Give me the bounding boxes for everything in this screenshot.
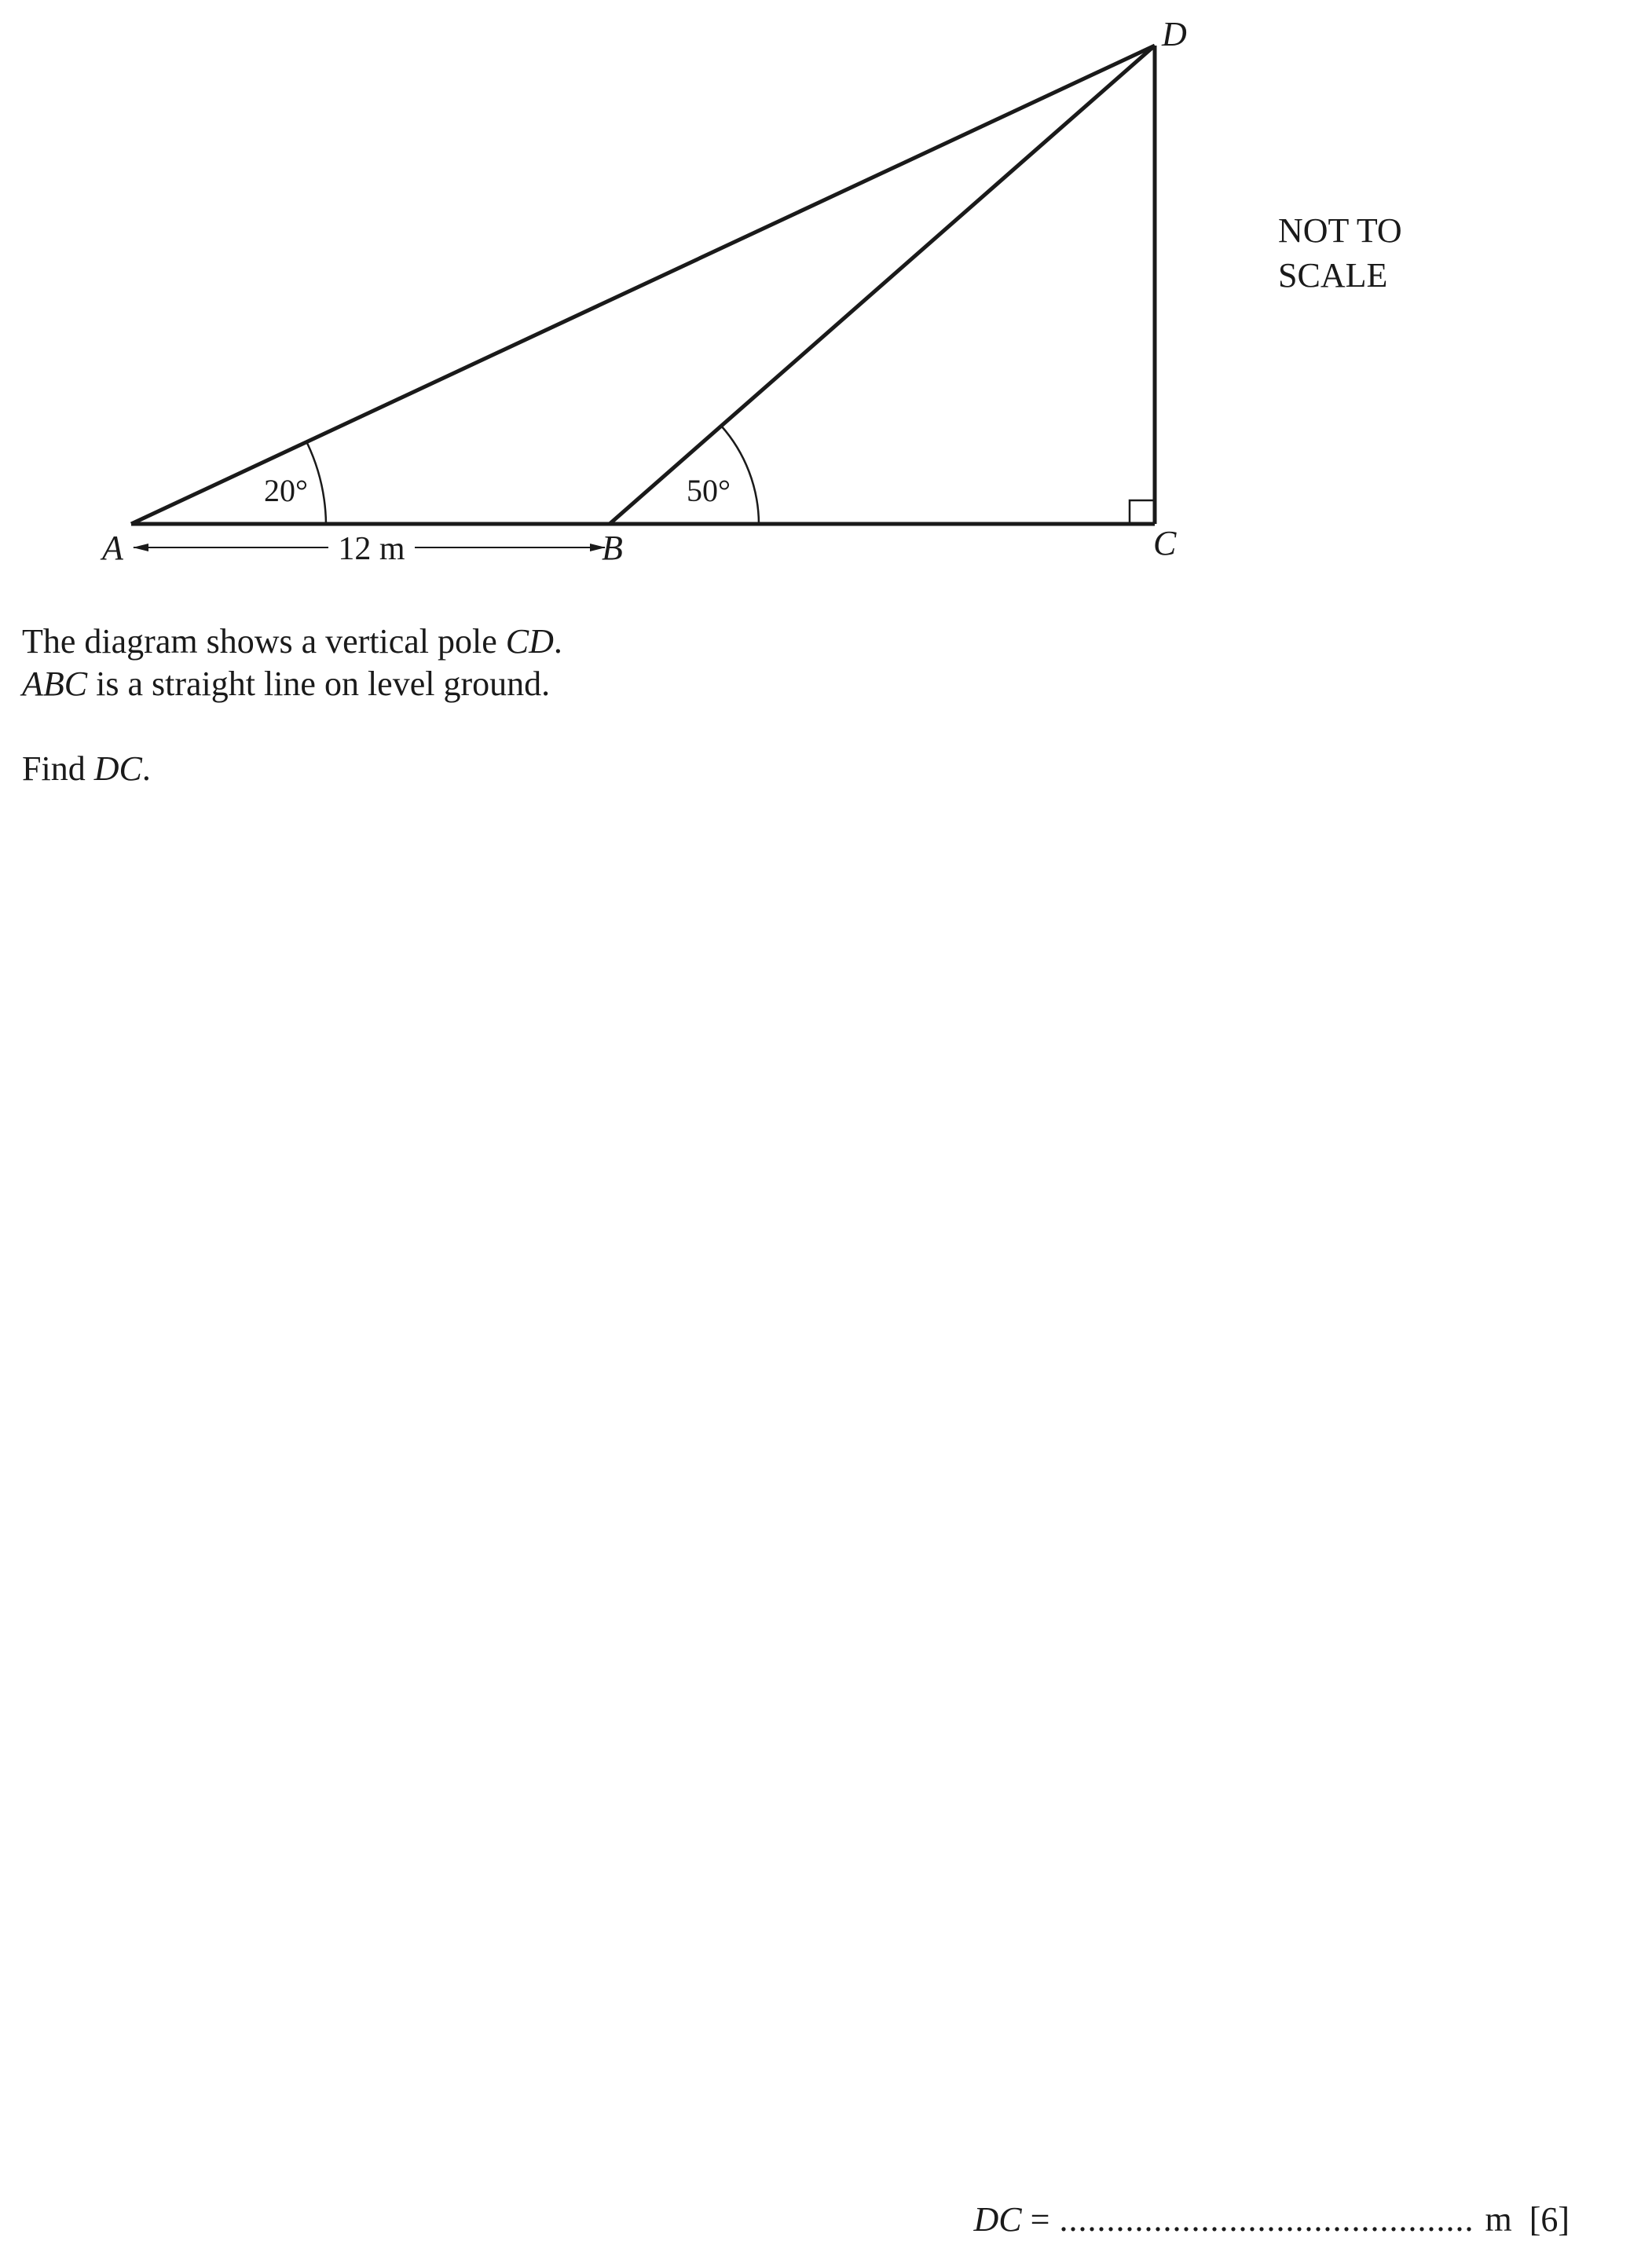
question-line-2: ABC is a straight line on level ground. bbox=[22, 665, 551, 703]
point-label-d: D bbox=[1162, 15, 1187, 53]
triangle-diagram bbox=[0, 0, 1652, 597]
answer-unit: m bbox=[1485, 2200, 1512, 2239]
point-label-c: C bbox=[1153, 524, 1177, 562]
point-label-b: B bbox=[602, 529, 623, 567]
right-angle-marker bbox=[1130, 500, 1155, 524]
length-label-ab: 12 m bbox=[338, 531, 405, 567]
question-text bbox=[22, 621, 562, 790]
answer-line: DC = ............................................ m [6] bbox=[973, 2200, 1570, 2239]
answer-marks: [6] bbox=[1529, 2200, 1570, 2239]
answer-blank[interactable]: ............................................ bbox=[1059, 2200, 1474, 2239]
angle-arc-a bbox=[307, 443, 326, 524]
not-to-scale-line2: SCALE bbox=[1278, 256, 1388, 295]
angle-label-b: 50° bbox=[687, 473, 731, 508]
line-bd bbox=[610, 46, 1155, 524]
angle-label-a: 20° bbox=[264, 473, 308, 508]
not-to-scale-line1: NOT TO bbox=[1278, 211, 1402, 250]
point-label-a: A bbox=[102, 529, 123, 567]
question-instruction: Find DC. bbox=[22, 749, 151, 788]
line-ad bbox=[131, 46, 1155, 524]
question-line-1: The diagram shows a vertical pole CD. bbox=[22, 622, 562, 661]
answer-variable: DC bbox=[973, 2200, 1022, 2239]
